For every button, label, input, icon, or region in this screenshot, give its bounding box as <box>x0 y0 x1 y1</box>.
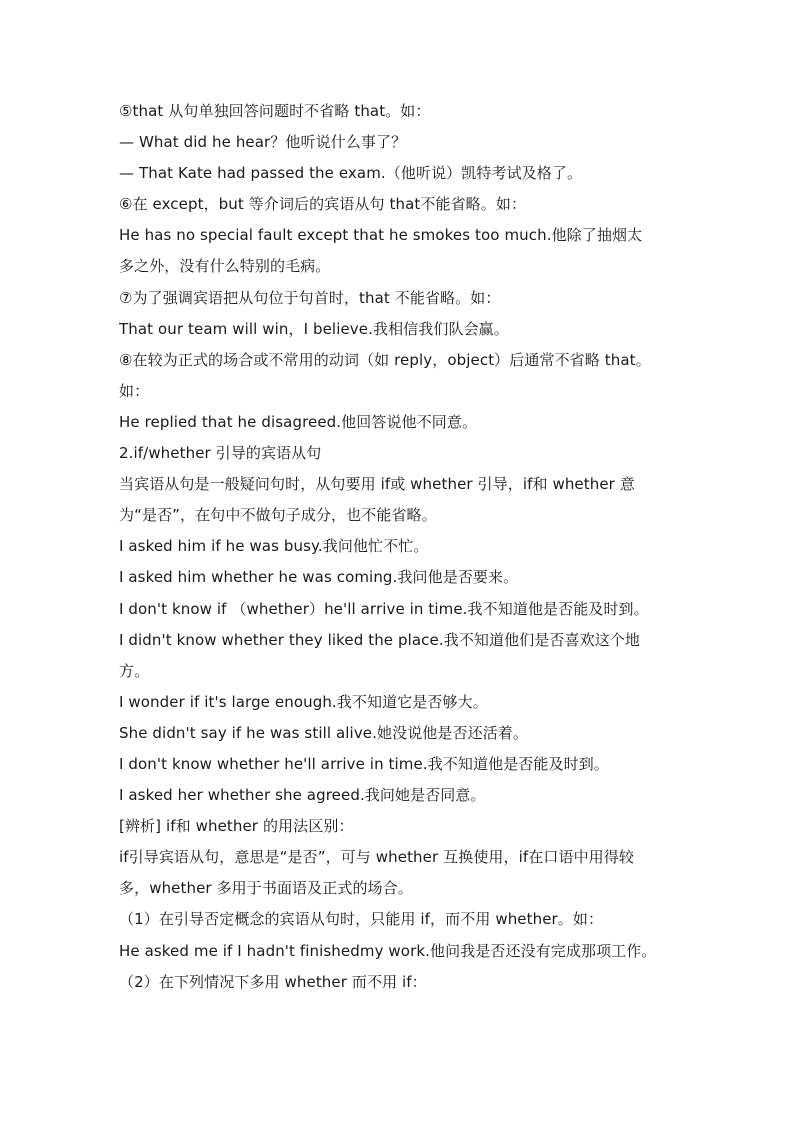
text-line: I don't know if （whether）he'll arrive in time.我不知道他是否能及时到。 <box>119 599 649 618</box>
text-line: （1）在引导否定概念的宾语从句时，只能用 if，而不用 whether。如： <box>119 910 604 929</box>
text-line: He replied that he disagreed.他回答说他不同意。 <box>119 412 478 431</box>
text-line: ⑤that 从句单独回答问题时不省略 that。如： <box>119 102 431 120</box>
text-line: I asked her whether she agreed.我问她是否同意。 <box>119 786 486 805</box>
text-line: He asked me if I hadn't finishedmy work.他问我是否还没有完成那项工作。 <box>119 941 657 960</box>
text-line: 多，whether 多用于书面语及正式的场合。 <box>119 879 413 898</box>
document-page <box>119 96 694 998</box>
text-line: 为“是否”，在句中不做句子成分，也不能省略。 <box>119 506 437 525</box>
text-line: I didn't know whether they liked the place.我不知道他们是否喜欢这个地 <box>119 630 641 649</box>
text-line: I wonder if it's large enough.我不知道它是否够大。 <box>119 692 488 711</box>
text-line: [辨析] if和 whether 的用法区别： <box>119 817 354 836</box>
text-line: — That Kate had passed the exam.（他听说）凯特考试及格了。 <box>119 164 583 183</box>
text-line: That our team will win，I believe.我相信我们队会赢。 <box>119 319 509 338</box>
text-line: ⑧在较为正式的场合或不常用的动词（如 reply，object）后通常不省略 that。 <box>119 350 651 369</box>
text-line: ⑦为了强调宾语把从句位于句首时，that 不能省略。如： <box>119 288 501 307</box>
text-line: 方。 <box>119 661 150 680</box>
text-line: — What did he hear？他听说什么事了？ <box>119 133 407 152</box>
text-line: She didn't say if he was still alive.她没说他是否还活着。 <box>119 723 528 742</box>
text-line: 当宾语从句是一般疑问句时，从句要用 if或 whether 引导，if和 whether 意 <box>119 475 635 494</box>
text-line: ⑥在 except，but 等介词后的宾语从句 that不能省略。如： <box>119 195 527 214</box>
section-heading: 2.if/whether 引导的宾语从句 <box>119 444 322 463</box>
text-line: if引导宾语从句，意思是“是否”，可与 whether 互换使用，if在口语中用得较 <box>119 848 634 867</box>
text-line: 如： <box>119 381 150 400</box>
text-line: I asked him if he was busy.我问他忙不忙。 <box>119 537 429 556</box>
text-line: I don't know whether he'll arrive in time.我不知道他是否能及时到。 <box>119 754 609 773</box>
text-line: 多之外，没有什么特别的毛病。 <box>119 257 331 276</box>
text-line: （2）在下列情况下多用 whether 而不用 if： <box>119 972 427 991</box>
text-line: I asked him whether he was coming.我问他是否要来。 <box>119 568 519 587</box>
text-line: He has no special fault except that he smokes too much.他除了抽烟太 <box>119 226 643 245</box>
